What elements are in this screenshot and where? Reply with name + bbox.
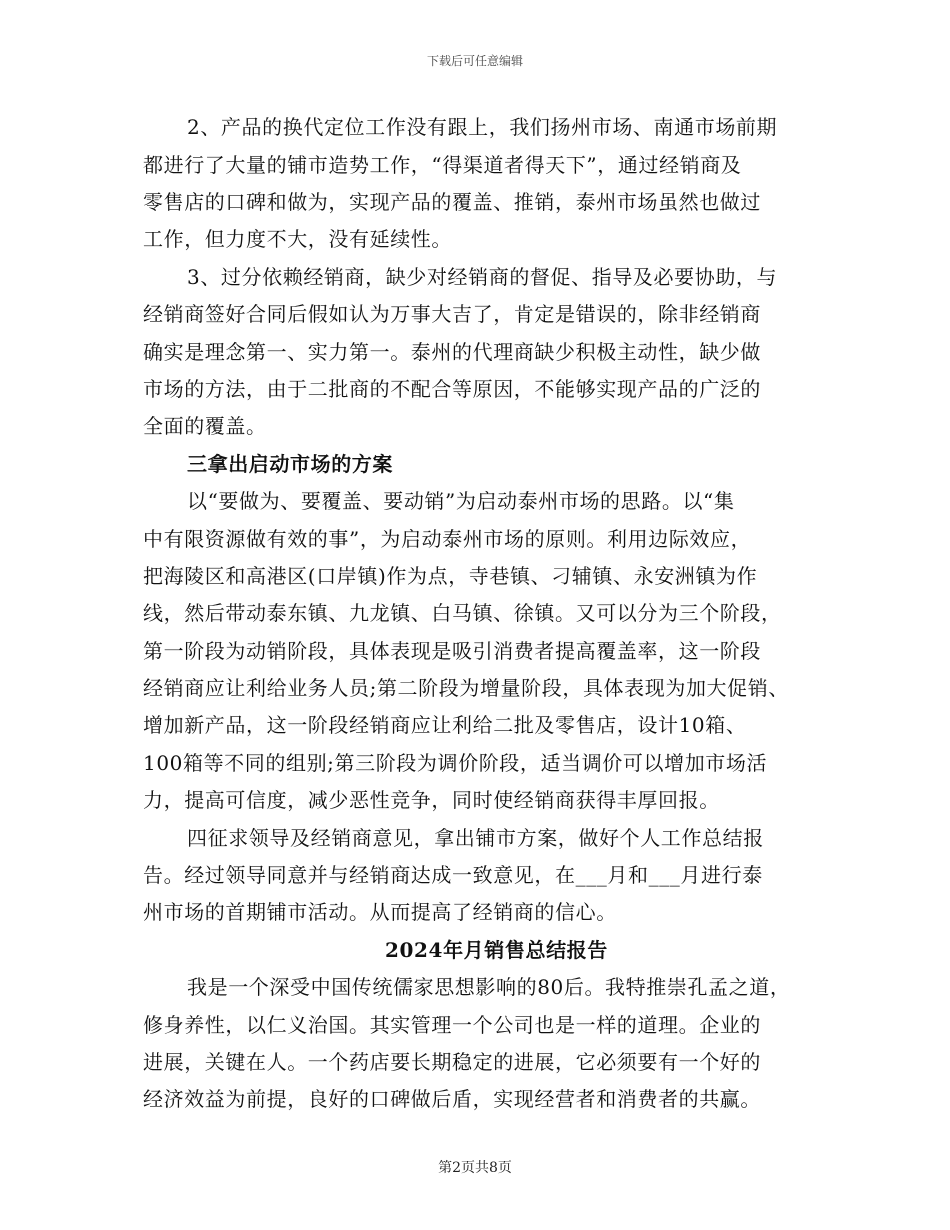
text-line: 四征求领导及经销商意见，拿出铺市方案，做好个人工作总结报 xyxy=(187,826,764,850)
text-line: 确实是理念第一、实力第一。泰州的代理商缺少积极主动性，缺少做 xyxy=(143,340,761,364)
text-line: 州市场的首期铺市活动。从而提高了经销商的信心。 xyxy=(143,900,617,924)
text-line: 100箱等不同的组别;第三阶段为调价阶段，适当调价可以增加市场活 xyxy=(143,751,768,775)
text-line: 都进行了大量的铺市造势工作，“得渠道者得天下”，通过经销商及 xyxy=(143,153,742,177)
text-line: 中有限资源做有效的事”，为启动泰州市场的原则。利用边际效应， xyxy=(143,527,752,551)
page-header: 下载后可任意编辑 xyxy=(426,54,523,68)
text-line: 工作，但力度不大，没有延续性。 xyxy=(143,227,452,251)
text-line: 经销商签好合同后假如认为万事大吉了，肯定是错误的，除非经销商 xyxy=(143,302,761,326)
text-line: 经济效益为前提，良好的口碑做后盾，实现经营者和消费者的共赢。 xyxy=(143,1087,761,1111)
text-line: 经销商应让利给业务人员;第二阶段为增量阶段，具体表现为加大促销、 xyxy=(143,676,789,700)
text-line: 增加新产品，这一阶段经销商应让利给二批及零售店，设计10箱、 xyxy=(143,713,747,737)
text-line: 以“要做为、要覆盖、要动销”为启动泰州市场的思路。以“集 xyxy=(187,489,735,513)
text-line: 线，然后带动泰东镇、九龙镇、白马镇、徐镇。又可以分为三个阶段， xyxy=(143,601,782,625)
text-line: 力，提高可信度，减少恶性竞争，同时使经销商获得丰厚回报。 xyxy=(143,788,720,812)
report-title: 2024年月销售总结报告 xyxy=(385,938,608,962)
text-line: 进展，关键在人。一个药店要长期稳定的进展，它必须要有一个好的 xyxy=(143,1050,761,1074)
text-line: 2、产品的换代定位工作没有跟上，我们扬州市场、南通市场前期 xyxy=(187,115,778,139)
page-footer: 第2页共8页 xyxy=(438,1160,512,1176)
text-line: 把海陵区和高港区(口岸镇)作为点，寺巷镇、刁辅镇、永安洲镇为作 xyxy=(143,564,758,588)
text-line: 3、过分依赖经销商，缺少对经销商的督促、指导及必要协助，与 xyxy=(187,265,778,289)
text-line: 第一阶段为动销阶段，具体表现是吸引消费者提高覆盖率，这一阶段 xyxy=(143,639,761,663)
text-line: 零售店的口碑和做为，实现产品的覆盖、推销，泰州市场虽然也做过 xyxy=(143,190,761,214)
text-line: 我是一个深受中国传统儒家思想影响的80后。我特推崇孔孟之道， xyxy=(187,975,791,999)
section-heading: 三拿出启动市场的方案 xyxy=(187,452,393,476)
text-line: 告。经过领导同意并与经销商达成一致意见，在___月和___月进行泰 xyxy=(143,863,763,887)
text-line: 全面的覆盖。 xyxy=(143,414,267,438)
text-line: 修身养性，以仁义治国。其实管理一个公司也是一样的道理。企业的 xyxy=(143,1013,761,1037)
text-line: 市场的方法，由于二批商的不配合等原因，不能够实现产品的广泛的 xyxy=(143,377,761,401)
